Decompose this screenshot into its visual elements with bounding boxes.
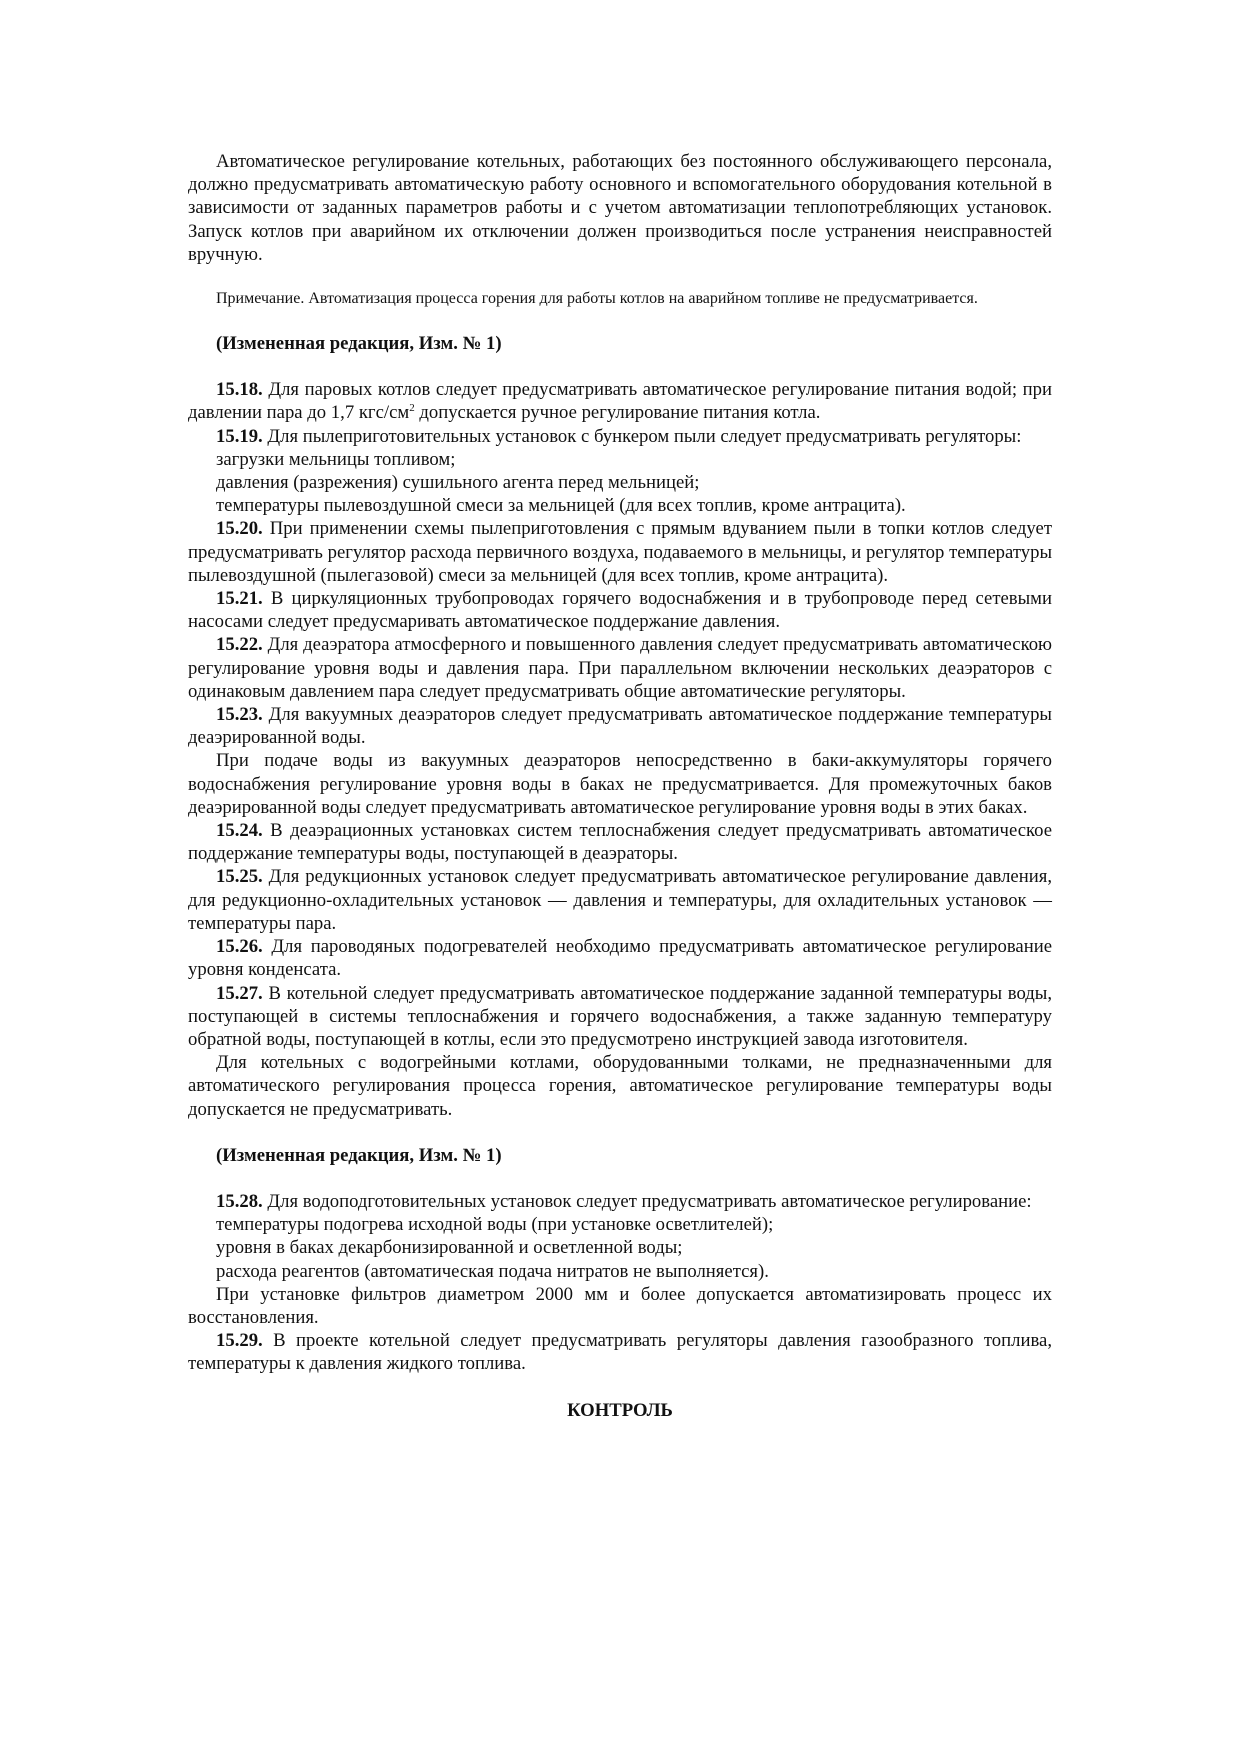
amendment-note: (Измененная редакция, Изм. № 1) [216, 333, 502, 355]
clause-text: Для деаэратора атмосферного и повышенного давления следует предусматривать автоматическою регулирование уровня воды и давления пара. При параллельном включении нескольких деаэраторов с одинаковым давлением пара следует предусматривать общие автоматические регуляторы. [188, 634, 1052, 702]
clause-15-20 [188, 517, 1052, 587]
clause-number: 15.22. [216, 634, 263, 656]
clause-15-19 [188, 425, 1052, 448]
clause-number: 15.23. [216, 704, 263, 726]
clause-text: Для редукционных установок следует предусматривать автоматическое регулирование давления, для редукционно-охладительных установок — давления и температуры, для охладительных установок — температуры пара. [188, 866, 1052, 934]
paragraph: При подаче воды из вакуумных деаэраторов непосредственно в баки-аккумуляторы горячего водоснабжения регулирование уровня воды в баках не предусматривается. Для промежуточных баков деаэрированной воды следует предусматривать автоматическое регулирование уровня воды в этих баках. [188, 750, 1052, 818]
clause-15-23 [188, 703, 1052, 749]
clause-text: При применении схемы пылеприготовления с прямым вдуванием пыли в топки котлов следует предусматривать регулятор расхода первичного воздуха, подаваемого в мельницы, и регулятор температуры пылевоздушной (пылегазовой) смеси за мельницей (для всех топлив, кроме антрацита). [188, 518, 1052, 586]
intro-paragraph: Автоматическое регулирование котельных, работающих без постоянного обслуживающего персонала, должно предусматривать автоматическую работу основного и вспомогательного оборудования котельной в зависимости от заданных параметров работы и с учетом автоматизации теплопотребляющих установок. Запуск котлов при аварийном их отключении должен производиться после устранения неисправностей вручную. [188, 151, 1052, 265]
clause-text: В циркуляционных трубопроводах горячего водоснабжения и в трубопроводе перед сетевыми насосами следует предусмаривать автоматическое поддержание давления. [188, 588, 1052, 633]
clause-number: 15.27. [216, 982, 263, 1004]
clause-15-22 [188, 633, 1052, 703]
list-item: давления (разрежения) сушильного агента перед мельницей; [216, 472, 700, 494]
note-paragraph: Примечание. Автоматизация процесса горения для работы котлов на аварийном топливе не предусматривается. [216, 290, 978, 308]
amendment-note: (Измененная редакция, Изм. № 1) [216, 1144, 502, 1166]
clause-number: 15.28. [216, 1190, 263, 1212]
clause-15-24 [188, 819, 1052, 865]
clause-number: 15.18. [216, 379, 263, 401]
clause-number: 15.20. [216, 518, 263, 540]
list-item: уровня в баках декарбонизированной и осветленной воды; [216, 1237, 683, 1259]
clause-15-25 [188, 865, 1052, 935]
clause-text: В котельной следует предусматривать автоматическое поддержание заданной температуры воды, поступающей в системы теплоснабжения и горячего водоснабжения, а также заданную температуру обратной воды, поступающей в котлы, если это предусмотрено инструкцией завода изготовителя. [188, 982, 1052, 1050]
list-item: температуры пылевоздушной смеси за мельницей (для всех топлив, кроме антрацита). [216, 495, 906, 517]
paragraph: Для котельных с водогрейными котлами, оборудованными толками, не предназначенными для автоматического регулирования процесса горения, автоматическое регулирование температуры воды допускается не предусматривать. [188, 1052, 1052, 1120]
clause-text: В проекте котельной следует предусматривать регуляторы давления газообразного топлива, температуры к давления жидкого топлива. [188, 1330, 1052, 1375]
superscript: 2 [409, 402, 415, 415]
list-item: расхода реагентов (автоматическая подача нитратов не выполняется). [216, 1260, 769, 1282]
clause-number: 15.19. [216, 425, 263, 447]
list-item: загрузки мельницы топливом; [216, 448, 456, 470]
clause-number: 15.29. [216, 1330, 263, 1352]
clause-number: 15.25. [216, 866, 263, 888]
clause-15-18 [188, 378, 1052, 424]
clause-text: Для вакуумных деаэраторов следует предусматривать автоматическое поддержание температуры деаэрированной воды. [188, 704, 1052, 749]
clause-15-21 [188, 587, 1052, 633]
clause-text: Для водоподготовительных установок следует предусматривать автоматическое регулирование: [262, 1190, 1032, 1212]
clause-15-29 [188, 1329, 1052, 1375]
paragraph: При установке фильтров диаметром 2000 мм и более допускается автоматизировать процесс их восстановления. [188, 1283, 1052, 1328]
document-page [188, 150, 1052, 1422]
clause-text: Для пылеприготовительных установок с бункером пыли следует предусматривать регуляторы: [262, 425, 1022, 447]
clause-text: В деаэрационных установках систем теплоснабжения следует предусматривать автоматическое поддержание температуры воды, поступающей в деаэраторы. [188, 820, 1052, 865]
clause-number: 15.24. [216, 820, 263, 842]
clause-15-26 [188, 935, 1052, 981]
clause-15-27 [188, 982, 1052, 1052]
clause-15-28 [188, 1190, 1052, 1213]
clause-text: допускается ручное регулирование питания котла. [414, 402, 821, 424]
section-title: КОНТРОЛЬ [567, 1399, 673, 1421]
clause-text: Для паровых котлов следует предусматривать автоматическое регулирование питания водой; при давлении пара до 1,7 кгс/см [188, 379, 1052, 424]
clause-number: 15.21. [216, 588, 263, 610]
list-item: температуры подогрева исходной воды (при установке осветлителей); [216, 1214, 774, 1236]
clause-number: 15.26. [216, 936, 263, 958]
clause-text: Для пароводяных подогревателей необходимо предусматривать автоматическое регулирование уровня конденсата. [188, 936, 1052, 981]
